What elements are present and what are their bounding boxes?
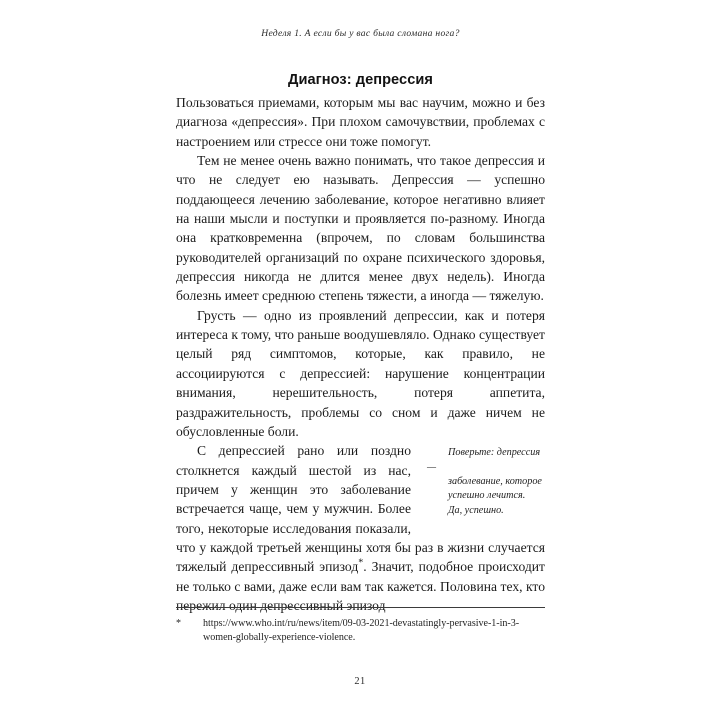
footnote-reference-marker[interactable]: * — [358, 557, 364, 569]
running-header: Неделя 1. А если бы у вас была сломана нога? — [261, 28, 460, 39]
margin-note — [427, 446, 545, 518]
footnote-url[interactable]: https://www.who.int/ru/news/item/09-03-2021-devastatingly-pervasive-1-in-3-women-globally-experience-violence. — [203, 618, 520, 644]
margin-note-line: Поверьте: депрессия — — [427, 447, 541, 473]
paragraph-4-text-before-footnote: С депрессией рано или поздно столкнется каждый шестой из нас, причем у женщин это заболевание встречается чаще, чем у мужчин. Более того, некоторые исследования показали, что у каждой третьей женщины хотя бы раз в жизни случается тяжелый депрессивный эпизод — [176, 443, 545, 575]
footnote-separator-rule — [176, 607, 545, 608]
paragraph-1: Пользоваться приемами, которым мы вас научим, можно и без диагноза «депрессия». При плохом самочувствии, проблемах с настроением или стрессе они тоже помогут. — [176, 95, 545, 149]
paragraph-2: Тем не менее очень важно понимать, что такое депрессия и что не следует ею называть. Депрессия — успешно поддающееся лечению заболевание, которое негативно влияет на наши мысли и поступки и проявляется по-разному. Иногда она кратковременна (впрочем, по словам большинства руководителей организаций по охране психического здоровья, депрессия никогда не длится менее двух недель). Иногда болезнь имеет среднюю степень тяжести, а иногда — тяжелую. — [176, 153, 545, 304]
footnote-marker: * — [176, 618, 182, 629]
margin-note-line: успешно лечится. — [448, 490, 526, 502]
body-text-column — [176, 93, 545, 615]
paragraph-3: Грусть — одно из проявлений депрессии, как и потеря интереса к тому, что раньше воодушевляло. Однако существует целый ряд симптомов, которые, как правило, не ассоциируются с депрессией: нарушение концентрации внимания, нерешительность, потеря аппетита, раздражительность, проблемы со сном и даже ничем не обусловленные боли. — [176, 307, 545, 439]
margin-note-line: заболевание, которое — [448, 476, 542, 487]
margin-note-line: Да, успешно. — [448, 504, 504, 516]
paragraph-4 — [176, 441, 545, 615]
paragraph-4-text-after-footnote: . Значит, подобное происходит не только с вами, даже если вам так кажется. Половина тех, кто пережил один депрессивный эпизод — [176, 559, 545, 613]
page-title: Диагноз: депрессия — [288, 72, 433, 89]
footnote-area — [176, 607, 545, 645]
footnote — [176, 617, 545, 645]
page-number: 21 — [354, 676, 366, 687]
